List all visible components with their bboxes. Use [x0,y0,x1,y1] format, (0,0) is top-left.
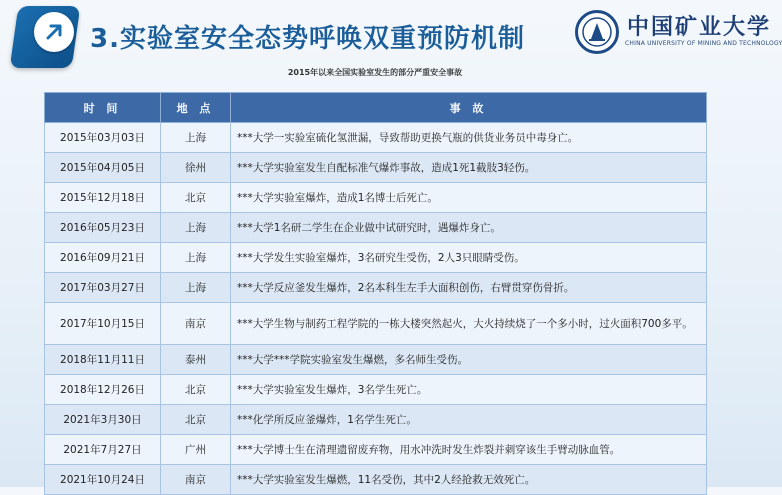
logo-name-cn: 中国矿业大学 [627,14,772,40]
column-header-time: 时 间 [45,93,161,123]
cell-time: 2021年7月27日 [45,435,161,465]
cell-place: 上海 [161,213,231,243]
cell-event: ***化学所反应釜爆炸，1名学生死亡。 [231,405,707,435]
cell-place: 南京 [161,303,231,345]
cell-time: 2016年05月23日 [45,213,161,243]
cell-time: 2017年03月27日 [45,273,161,303]
table-row [45,303,707,345]
cell-event: ***大学实验室发生自配标准气爆炸事故，造成1死1截肢3轻伤。 [231,153,707,183]
table-row [45,465,707,495]
cell-place: 北京 [161,183,231,213]
arrow-up-right-icon [42,20,66,44]
cell-time: 2015年04月05日 [45,153,161,183]
cell-time: 2015年12月18日 [45,183,161,213]
table-row [45,213,707,243]
cell-time: 2018年11月11日 [45,345,161,375]
logo-name-en: CHINA UNIVERSITY OF MINING AND TECHNOLOGY [625,40,782,47]
cell-time: 2017年10月15日 [45,303,161,345]
cell-place: 上海 [161,273,231,303]
cell-place: 泰州 [161,345,231,375]
cell-place: 上海 [161,123,231,153]
cell-event: ***大学反应釜发生爆炸，2名本科生左手大面积创伤，右臂贯穿伤骨折。 [231,273,707,303]
table-row [45,243,707,273]
cell-place: 徐州 [161,153,231,183]
table-header-row [45,93,707,123]
page-title: 3.实验室安全态势呼唤双重预防机制 [90,24,525,54]
table-row [45,405,707,435]
table-row [45,273,707,303]
table-row [45,153,707,183]
accident-table [44,92,707,495]
table-row [45,345,707,375]
table-row [45,435,707,465]
cell-time: 2016年09月21日 [45,243,161,273]
table-row [45,183,707,213]
cell-event: ***大学实验室爆炸，造成1名博士后死亡。 [231,183,707,213]
cell-time: 2021年10月24日 [45,465,161,495]
cell-event: ***大学一实验室硫化氢泄漏，导致帮助更换气瓶的供货业务员中毒身亡。 [231,123,707,153]
column-header-event: 事 故 [231,93,707,123]
cell-time: 2021年3月30日 [45,405,161,435]
cell-place: 北京 [161,375,231,405]
table-caption: 2015年以来全国实验室发生的部分严重安全事故 [287,68,463,77]
title-badge-circle [34,12,74,52]
cell-place: 上海 [161,243,231,273]
university-logo [575,8,782,58]
cell-place: 北京 [161,405,231,435]
table-row [45,375,707,405]
cell-event: ***大学生物与制药工程学院的一栋大楼突然起火，大火持续烧了一个多小时，过火面积700多平。 [231,303,707,345]
cell-event: ***大学1名研二学生在企业做中试研究时，遇爆炸身亡。 [231,213,707,243]
cell-event: ***大学***学院实验室发生爆燃，多名师生受伤。 [231,345,707,375]
cell-event: ***大学博士生在清理遗留废弃物，用水冲洗时发生炸裂并刺穿该生手臂动脉血管。 [231,435,707,465]
cell-event: ***大学实验室发生爆炸，3名学生死亡。 [231,375,707,405]
university-seal-icon [575,10,619,54]
column-header-place: 地 点 [161,93,231,123]
cell-place: 南京 [161,465,231,495]
cell-time: 2018年12月26日 [45,375,161,405]
cell-place: 广州 [161,435,231,465]
cell-event: ***大学发生实验室爆炸，3名研究生受伤，2人3只眼睛受伤。 [231,243,707,273]
table-row [45,123,707,153]
cell-event: ***大学实验室发生爆燃，11名受伤，其中2人经抢救无效死亡。 [231,465,707,495]
cell-time: 2015年03月03日 [45,123,161,153]
